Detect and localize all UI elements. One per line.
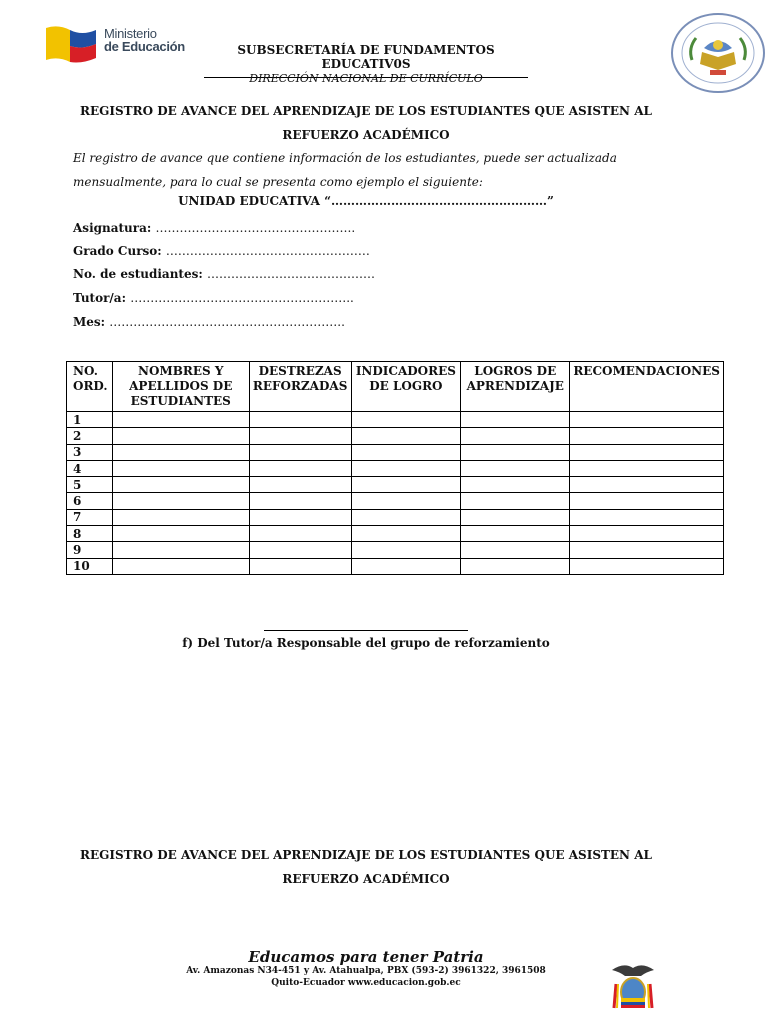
header-text: ORD. — [73, 379, 108, 393]
table-row — [67, 509, 724, 525]
field-grado-curso — [73, 244, 370, 258]
table-row — [67, 444, 724, 460]
footer-address — [60, 965, 672, 989]
field-no-estudiantes — [73, 267, 375, 281]
empty-cell — [249, 444, 351, 460]
header-text: NO. — [73, 364, 98, 378]
empty-cell — [249, 542, 351, 558]
address-line-2: Quito-Ecuador www.educacion.gob.ec — [271, 978, 461, 988]
header-text: NOMBRES Y — [138, 364, 224, 378]
row-number-cell: 6 — [67, 493, 113, 509]
empty-cell — [249, 460, 351, 476]
empty-cell — [461, 558, 570, 574]
table-row — [67, 477, 724, 493]
row-number-cell: 1 — [67, 412, 113, 428]
header-text: ESTUDIANTES — [130, 394, 231, 408]
table-row — [67, 428, 724, 444]
empty-cell — [249, 558, 351, 574]
empty-cell — [351, 493, 461, 509]
empty-cell — [351, 558, 461, 574]
signature-label: f) Del Tutor/a Responsable del grupo de reforzamiento — [182, 636, 550, 650]
empty-cell — [351, 477, 461, 493]
table-header-row — [67, 362, 724, 412]
empty-cell — [249, 493, 351, 509]
empty-cell — [461, 428, 570, 444]
row-number-cell: 4 — [67, 460, 113, 476]
empty-cell — [570, 509, 724, 525]
logo-line-1: Ministerio — [104, 26, 157, 41]
header-text: INDICADORES — [355, 364, 456, 378]
empty-cell — [351, 460, 461, 476]
records-table — [66, 361, 724, 575]
empty-cell — [112, 444, 249, 460]
empty-cell — [249, 526, 351, 542]
empty-cell — [249, 428, 351, 444]
empty-cell — [351, 542, 461, 558]
empty-cell — [461, 493, 570, 509]
footer-slogan: Educamos para tener Patria — [248, 948, 484, 966]
table-row — [67, 493, 724, 509]
empty-cell — [112, 542, 249, 558]
address-line-1: Av. Amazonas N34-451 y Av. Atahualpa, PBX (593-2) 3961322, 3961508 — [186, 966, 546, 976]
header-text: RECOMENDACIONES — [573, 364, 720, 378]
empty-cell — [570, 493, 724, 509]
field-tutor — [73, 291, 354, 305]
header-indicadores — [351, 362, 461, 412]
empty-cell — [112, 509, 249, 525]
field-label: No. de estudiantes: — [73, 267, 203, 281]
header-logros — [461, 362, 570, 412]
empty-cell — [461, 509, 570, 525]
header-recomendaciones — [570, 362, 724, 412]
row-number-cell: 8 — [67, 526, 113, 542]
row-number-cell: 2 — [67, 428, 113, 444]
coat-of-arms-icon — [608, 960, 658, 1014]
empty-cell — [112, 493, 249, 509]
empty-cell — [570, 460, 724, 476]
empty-cell — [570, 412, 724, 428]
field-label: Tutor/a: — [73, 291, 127, 305]
header-text: REFORZADAS — [252, 379, 348, 393]
empty-cell — [570, 542, 724, 558]
empty-cell — [461, 412, 570, 428]
header-destrezas — [249, 362, 351, 412]
subsecretaria-heading: SUBSECRETARÍA DE FUNDAMENTOS EDUCATIV0S — [204, 43, 528, 78]
field-value: ……………………………………………….. — [130, 291, 354, 305]
empty-cell — [351, 509, 461, 525]
empty-cell — [112, 412, 249, 428]
ministry-logo-text — [104, 27, 185, 53]
document-title-repeat — [60, 843, 672, 891]
header-text: APELLIDOS DE — [129, 379, 233, 393]
title-line-2: REFUERZO ACADÉMICO — [282, 872, 450, 886]
empty-cell — [351, 444, 461, 460]
field-value: ………………………………………….. — [155, 221, 356, 235]
empty-cell — [461, 444, 570, 460]
empty-cell — [112, 460, 249, 476]
header-text: DE LOGRO — [369, 379, 443, 393]
school-seal-icon — [670, 12, 766, 94]
field-value: …………………………………………… — [165, 244, 370, 258]
row-number-cell: 3 — [67, 444, 113, 460]
title-line-1: REGISTRO DE AVANCE DEL APRENDIZAJE DE LOS ESTUDIANTES QUE ASISTEN AL — [80, 104, 652, 118]
field-value: …………………………………… — [206, 267, 375, 281]
table-row — [67, 526, 724, 542]
intro-line-1: El registro de avance que contiene información de los estudiantes, puede ser actualizada — [73, 151, 617, 165]
table-row — [67, 460, 724, 476]
table-row — [67, 542, 724, 558]
header-nombres — [112, 362, 249, 412]
signature-line — [264, 630, 468, 631]
empty-cell — [461, 542, 570, 558]
intro-paragraph — [73, 146, 633, 194]
empty-cell — [570, 526, 724, 542]
title-line-2: REFUERZO ACADÉMICO — [282, 128, 450, 142]
empty-cell — [570, 428, 724, 444]
empty-cell — [351, 526, 461, 542]
field-label: Grado Curso: — [73, 244, 162, 258]
unidad-educativa-line: UNIDAD EDUCATIVA “………………………………………………” — [178, 194, 554, 208]
empty-cell — [570, 558, 724, 574]
header-no-ord — [67, 362, 113, 412]
empty-cell — [112, 477, 249, 493]
empty-cell — [249, 412, 351, 428]
empty-cell — [112, 428, 249, 444]
row-number-cell: 5 — [67, 477, 113, 493]
table-row — [67, 558, 724, 574]
row-number-cell: 10 — [67, 558, 113, 574]
empty-cell — [249, 477, 351, 493]
title-line-1: REGISTRO DE AVANCE DEL APRENDIZAJE DE LOS ESTUDIANTES QUE ASISTEN AL — [80, 848, 652, 862]
table-body — [67, 412, 724, 575]
empty-cell — [249, 509, 351, 525]
intro-line-2: mensualmente, para lo cual se presenta como ejemplo el siguiente: — [73, 175, 483, 189]
empty-cell — [461, 526, 570, 542]
empty-cell — [570, 444, 724, 460]
empty-cell — [570, 477, 724, 493]
empty-cell — [351, 412, 461, 428]
header-text: APRENDIZAJE — [466, 379, 564, 393]
empty-cell — [112, 526, 249, 542]
header-text: LOGROS DE — [474, 364, 557, 378]
direccion-subheading: DIRECCIÓN NACIONAL DE CURRÍCULO — [249, 72, 483, 85]
document-title — [60, 99, 672, 147]
empty-cell — [461, 460, 570, 476]
field-label: Mes: — [73, 315, 106, 329]
row-number-cell: 7 — [67, 509, 113, 525]
table-row — [67, 412, 724, 428]
ministry-flag-logo-icon — [44, 24, 98, 64]
empty-cell — [112, 558, 249, 574]
field-value: ………………………………………………….. — [109, 315, 345, 329]
empty-cell — [351, 428, 461, 444]
field-mes — [73, 315, 345, 329]
logo-line-2: de Educación — [104, 39, 185, 54]
empty-cell — [461, 477, 570, 493]
row-number-cell: 9 — [67, 542, 113, 558]
field-asignatura — [73, 221, 355, 235]
field-label: Asignatura: — [73, 221, 152, 235]
header-text: DESTREZAS — [258, 364, 342, 378]
